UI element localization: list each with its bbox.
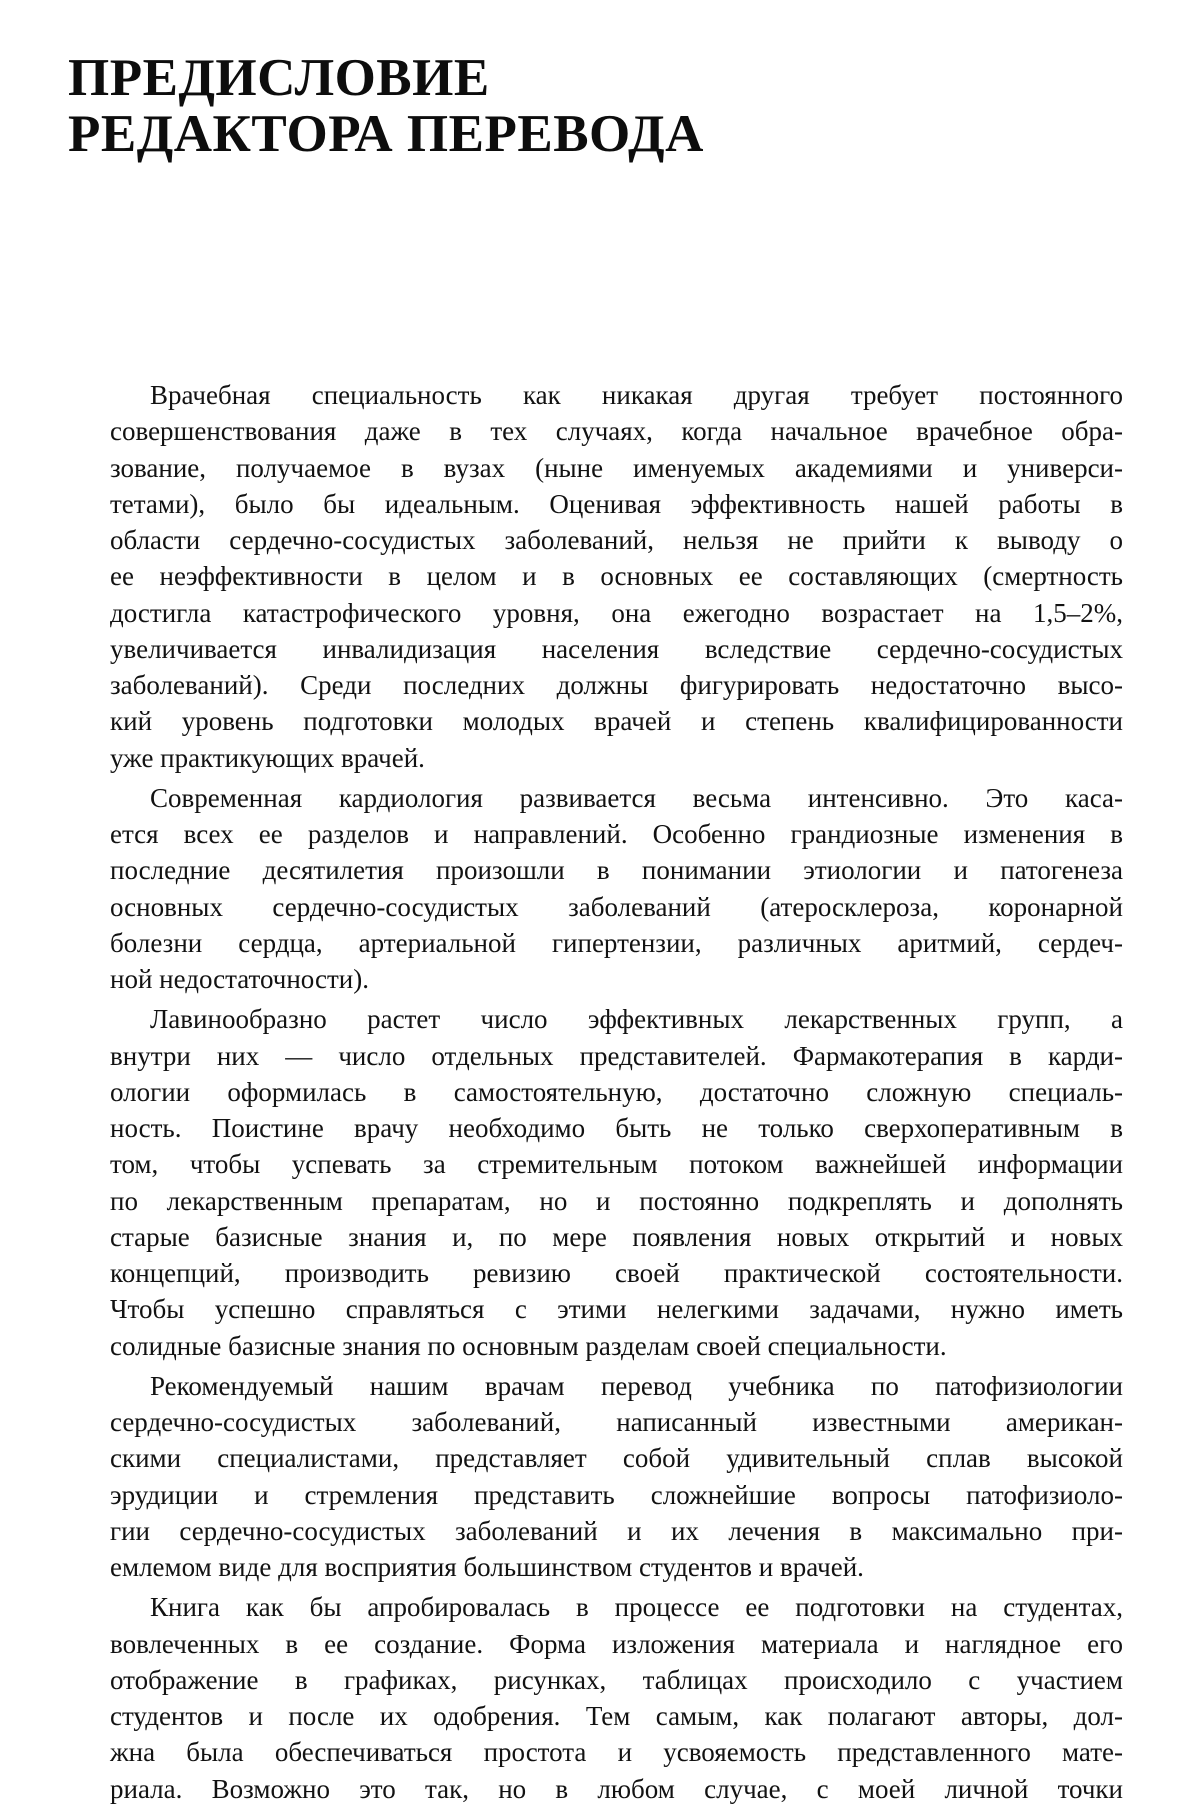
text-line: эрудиции и стремления представить сложнейшие вопросы патофизиоло-: [110, 1479, 1123, 1510]
text-line: ется всех ее разделов и направлений. Особенно грандиозные изменения в: [110, 819, 1123, 849]
text-line: ологии оформилась в самостоятельную, достаточно сложную специаль-: [110, 1076, 1123, 1107]
text-line: риала. Возможно это так, но в любом случае, с моей личной точки: [110, 1773, 1123, 1804]
text-line: последние десятилетия произошли в понимании этиологии и патогенеза: [110, 855, 1123, 886]
text-line: сердечно-сосудистых заболеваний, написанный известными американ-: [110, 1407, 1123, 1437]
text-line: тетами), было бы идеальным. Оценивая эффективность нашей работы в: [110, 488, 1123, 519]
text-line: концепций, производить ревизию своей практической состоятельности.: [110, 1258, 1123, 1288]
text-line: зование, получаемое в вузах (ныне именуемых академиями и универси-: [110, 452, 1123, 483]
paragraph: [110, 377, 1123, 776]
text-line: основных сердечно-сосудистых заболеваний (атеросклероза, коронарной: [110, 891, 1123, 922]
text-line: вовлеченных в ее создание. Форма изложения материала и наглядное его: [110, 1628, 1123, 1659]
text-line: ее неэффективности в целом и в основных ее составляющих (смертность: [110, 561, 1123, 592]
text-line: скими специалистами, представляет собой удивительный сплав высокой: [110, 1443, 1123, 1474]
paragraph: [110, 1589, 1123, 1807]
text-line: Рекомендуемый нашим врачам перевод учебника по патофизиологии: [150, 1370, 1123, 1401]
text-line: уже практикующих врачей.: [110, 742, 425, 773]
title-line: РЕДАКТОРА ПЕРЕВОДА: [68, 105, 704, 163]
text-line: Лавинообразно растет число эффективных лекарственных групп, а: [150, 1004, 1123, 1035]
text-line: Современная кардиология развивается весьма интенсивно. Это каса-: [150, 782, 1123, 813]
text-line: емлемом виде для восприятия большинством студентов и врачей.: [110, 1552, 864, 1582]
text-line: Книга как бы апробировалась в процессе ее подготовки на студентах,: [150, 1592, 1123, 1623]
text-line: увеличивается инвалидизация населения вследствие сердечно-сосудистых: [110, 633, 1123, 664]
text-line: солидные базисные знания по основным разделам своей специальности.: [110, 1330, 947, 1361]
text-line: отображение в графиках, рисунках, таблицах происходило с участием: [110, 1664, 1123, 1695]
text-line: старые базисные знания и, по мере появления новых открытий и новых: [110, 1221, 1123, 1252]
text-line: студентов и после их одобрения. Тем самым, как полагают авторы, дол-: [110, 1701, 1123, 1731]
body-text: [110, 377, 1123, 1811]
text-line: том, чтобы успевать за стремительным потоком важнейшей информации: [110, 1149, 1123, 1180]
text-line: гии сердечно-сосудистых заболеваний и их лечения в максимально при-: [110, 1515, 1123, 1546]
text-line: Чтобы успешно справляться с этими нелегкими задачами, нужно иметь: [110, 1294, 1123, 1325]
text-line: ной недостаточности).: [110, 964, 369, 994]
text-line: внутри них — число отдельных представителей. Фармакотерапия в карди-: [110, 1040, 1123, 1071]
paragraph: [110, 1368, 1123, 1586]
text-line: совершенствования даже в тех случаях, когда начальное врачебное обра-: [110, 416, 1123, 447]
text-line: болезни сердца, артериальной гипертензии, различных аритмий, сердеч-: [110, 927, 1123, 958]
text-line: по лекарственным препаратам, но и постоянно подкреплять и дополнять: [110, 1185, 1123, 1216]
text-line: ность. Поистине врачу необходимо быть не только сверхоперативным в: [110, 1113, 1123, 1143]
page-title: [68, 50, 1068, 162]
text-line: кий уровень подготовки молодых врачей и степень квалифицированности: [110, 706, 1123, 737]
text-line: Врачебная специальность как никакая другая требует постоянного: [150, 380, 1123, 410]
text-line: заболеваний). Среди последних должны фигурировать недостаточно высо-: [110, 670, 1123, 700]
title-line: ПРЕДИСЛОВИЕ: [68, 49, 490, 107]
text-line: достигла катастрофического уровня, она ежегодно возрастает на 1,5–2%,: [110, 597, 1123, 628]
text-line: области сердечно-сосудистых заболеваний, нельзя не прийти к выводу о: [110, 525, 1123, 555]
paragraph: [110, 1001, 1123, 1364]
text-line: жна была обеспечиваться простота и усвояемость представленного мате-: [110, 1737, 1123, 1768]
paragraph: [110, 780, 1123, 998]
